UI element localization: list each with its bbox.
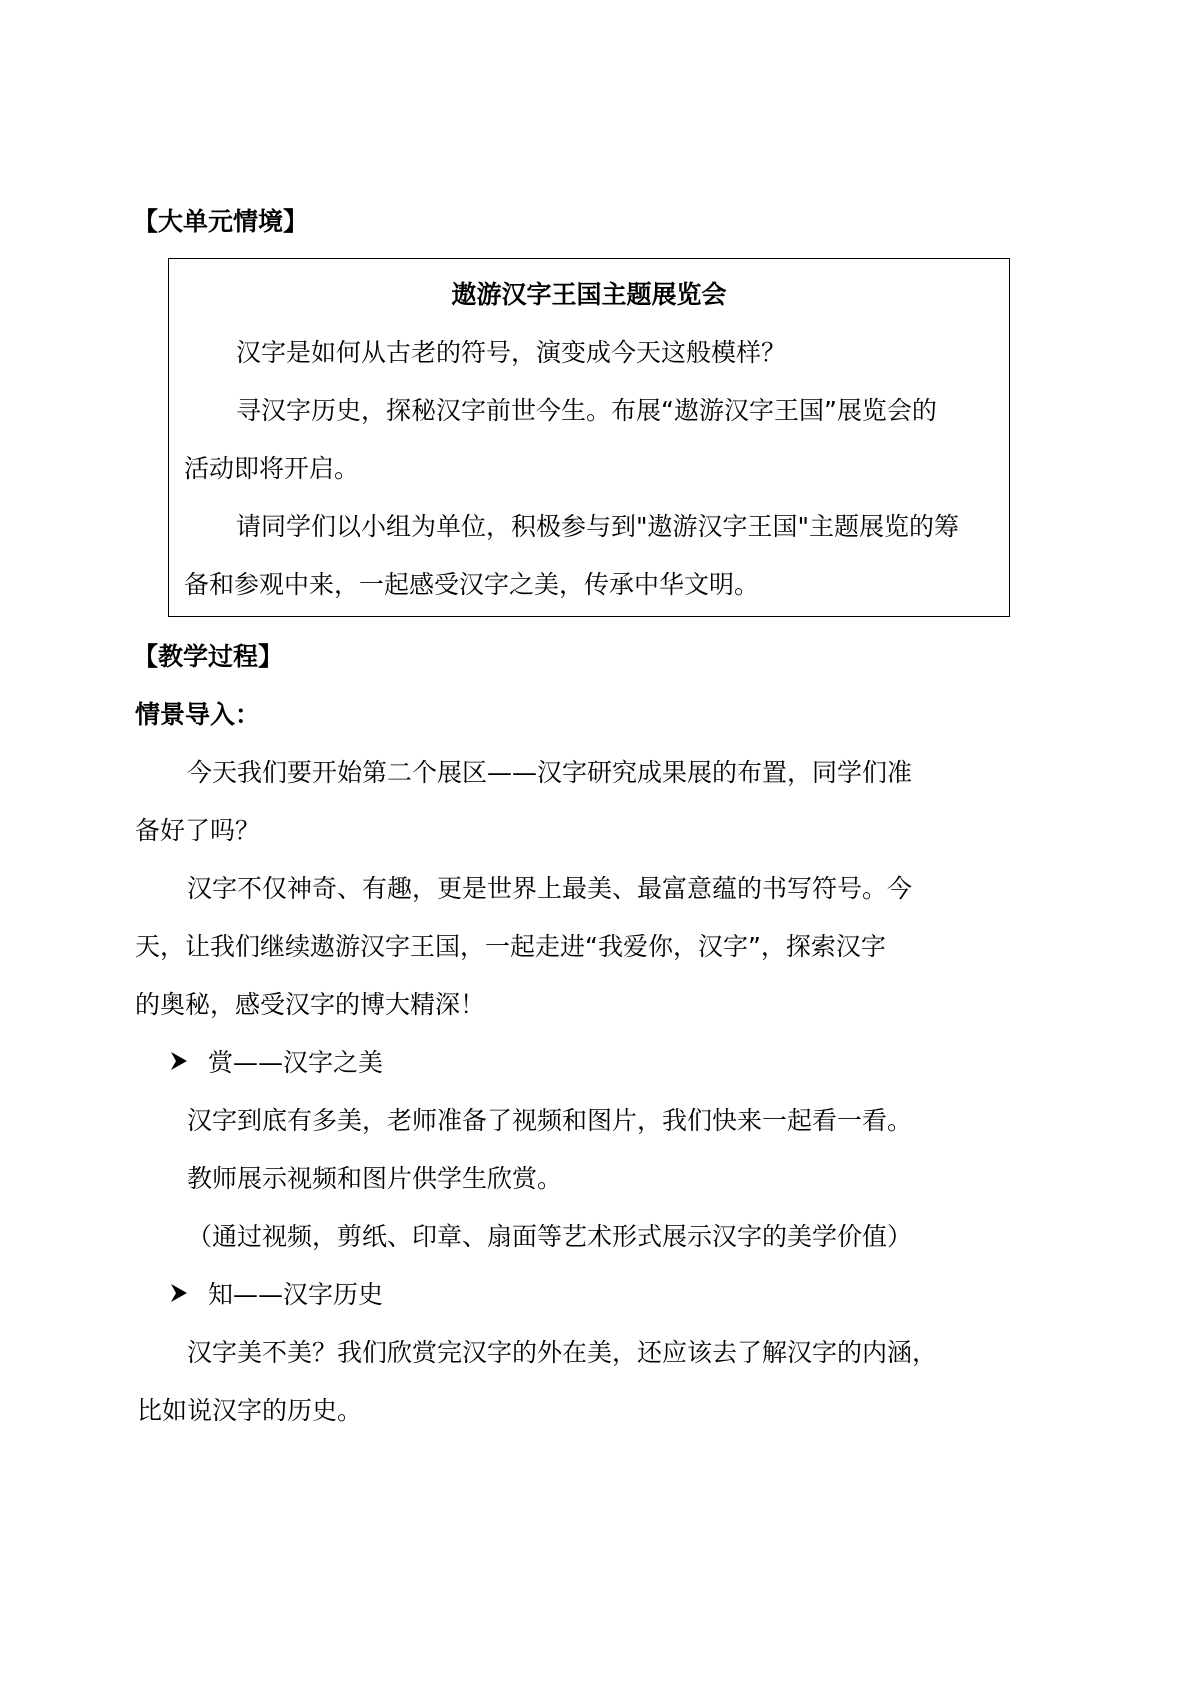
arrowhead-bullet-icon	[170, 1049, 188, 1079]
intro-heading: 情景导入：	[135, 700, 261, 729]
context-box-title: 遨游汉字王国主题展览会	[451, 280, 727, 309]
paragraph-line: 汉字到底有多美，老师准备了视频和图片，我们快来一起看一看。	[187, 1106, 913, 1135]
section-heading-process: 【教学过程】	[133, 642, 284, 671]
paragraph-line: 今天我们要开始第二个展区——汉字研究成果展的布置，同学们准	[187, 758, 913, 787]
bullet-label: 知——汉字历史	[208, 1280, 384, 1309]
section-heading-context: 【大单元情境】	[133, 207, 309, 236]
context-line: 备和参观中来，一起感受汉字之美，传承中华文明。	[184, 570, 760, 599]
context-line: 寻汉字历史，探秘汉字前世今生。布展“遨游汉字王国”展览会的	[236, 396, 937, 425]
paragraph-line: 比如说汉字的历史。	[137, 1396, 363, 1425]
context-line: 请同学们以小组为单位，积极参与到"遨游汉字王国"主题展览的筹	[236, 512, 960, 541]
paragraph-line: 汉字美不美？我们欣赏完汉字的外在美，还应该去了解汉字的内涵，	[187, 1338, 938, 1367]
paragraph-line: （通过视频，剪纸、印章、扇面等艺术形式展示汉字的美学价值）	[187, 1222, 913, 1251]
arrowhead-bullet-icon	[170, 1281, 188, 1311]
bullet-label: 赏——汉字之美	[208, 1048, 384, 1077]
paragraph-line: 的奥秘，感受汉字的博大精深！	[135, 990, 486, 1019]
paragraph-line: 天，让我们继续遨游汉字王国，一起走进“我爱你，汉字”，探索汉字	[135, 932, 886, 961]
context-line: 汉字是如何从古老的符号，演变成今天这般模样？	[236, 338, 787, 367]
context-line: 活动即将开启。	[184, 454, 360, 483]
paragraph-line: 汉字不仅神奇、有趣，更是世界上最美、最富意蕴的书写符号。今	[187, 874, 913, 903]
paragraph-line: 备好了吗？	[135, 816, 261, 845]
context-box	[168, 258, 1010, 617]
paragraph-line: 教师展示视频和图片供学生欣赏。	[187, 1164, 563, 1193]
